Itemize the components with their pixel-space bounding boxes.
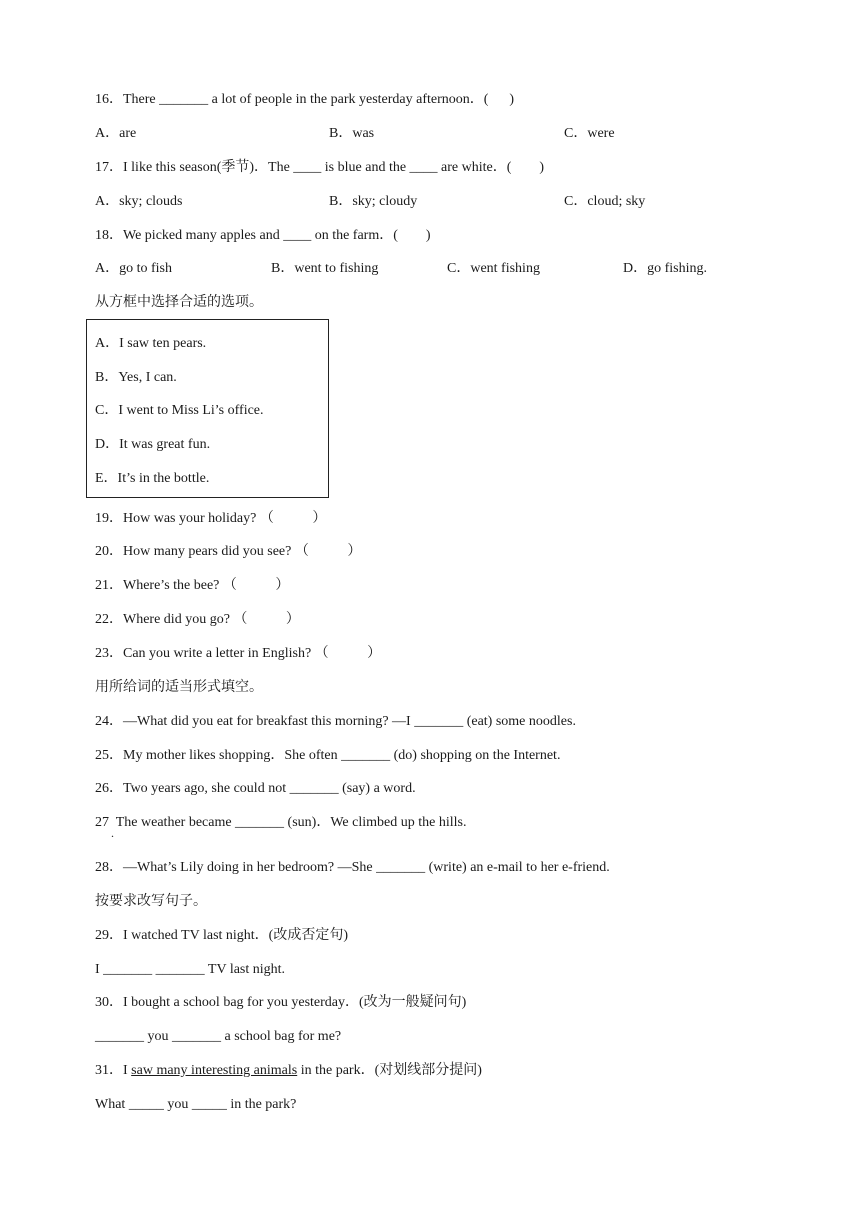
question-19: 19．How was your holiday? （ ） <box>95 511 327 526</box>
question-29-answer-line: I _______ _______ TV last night. <box>95 962 286 977</box>
answer-options-box <box>86 319 329 498</box>
question-28: 28．—What’s Lily doing in her bedroom? —She _______ (write) an e-mail to her e-friend. <box>95 860 610 875</box>
q18-option-a: A．go to fish <box>95 261 172 276</box>
question-18: 18．We picked many apples and ____ on the farm．( ) <box>95 228 431 243</box>
q17-option-c: C．cloud; sky <box>564 194 646 209</box>
section-heading-fill: 用所给词的适当形式填空。 <box>95 680 263 695</box>
q16-option-c: C．were <box>564 126 615 141</box>
question-31-answer-line: What _____ you _____ in the park? <box>95 1097 297 1112</box>
q18-option-c: C．went fishing <box>447 261 540 276</box>
question-17: 17．I like this season(季节)．The ____ is blue and the ____ are white．( ) <box>95 160 545 175</box>
box-option-c: C．I went to Miss Li’s office. <box>95 403 264 418</box>
section-heading-match: 从方框中选择合适的选项。 <box>95 295 263 310</box>
question-20: 20．How many pears did you see? （ ） <box>95 544 362 559</box>
q31-suffix: in the park．(对划线部分提问) <box>297 1063 482 1078</box>
question-26: 26．Two years ago, she could not _______ (say) a word. <box>95 781 416 796</box>
question-30-answer-line: _______ you _______ a school bag for me? <box>95 1029 342 1044</box>
q31-underlined-phrase: saw many interesting animals <box>131 1063 298 1078</box>
question-25: 25．My mother likes shopping．She often _______ (do) shopping on the Internet. <box>95 748 561 763</box>
question-29: 29．I watched TV last night．(改成否定句) <box>95 928 349 943</box>
question-27-dot: . <box>111 826 114 840</box>
question-30: 30．I bought a school bag for you yesterday．(改为一般疑问句) <box>95 995 467 1010</box>
q18-option-b: B．went to fishing <box>271 261 379 276</box>
q31-prefix: 31．I <box>95 1063 132 1078</box>
box-option-d: D．It was great fun. <box>95 437 211 452</box>
question-21: 21．Where’s the bee? （ ） <box>95 578 290 593</box>
box-option-b: B．Yes, I can. <box>95 370 177 385</box>
question-31 <box>95 1062 482 1080</box>
question-27: 27 The weather became _______ (sun)．We climbed up the hills. <box>95 815 467 830</box>
q18-option-d: D．go fishing. <box>623 261 707 276</box>
question-16: 16．There _______ a lot of people in the park yesterday afternoon．( ) <box>95 92 515 107</box>
q16-option-b: B．was <box>329 126 375 141</box>
q17-option-b: B．sky; cloudy <box>329 194 418 209</box>
box-option-e: E．It’s in the bottle. <box>95 471 210 486</box>
question-24: 24．—What did you eat for breakfast this morning? —I _______ (eat) some noodles. <box>95 714 576 729</box>
question-22: 22．Where did you go? （ ） <box>95 612 300 627</box>
box-option-a: A．I saw ten pears. <box>95 336 207 351</box>
section-heading-rewrite: 按要求改写句子。 <box>95 894 207 909</box>
q16-option-a: A．are <box>95 126 137 141</box>
question-23: 23．Can you write a letter in English? （ ） <box>95 646 382 661</box>
q17-option-a: A．sky; clouds <box>95 194 183 209</box>
